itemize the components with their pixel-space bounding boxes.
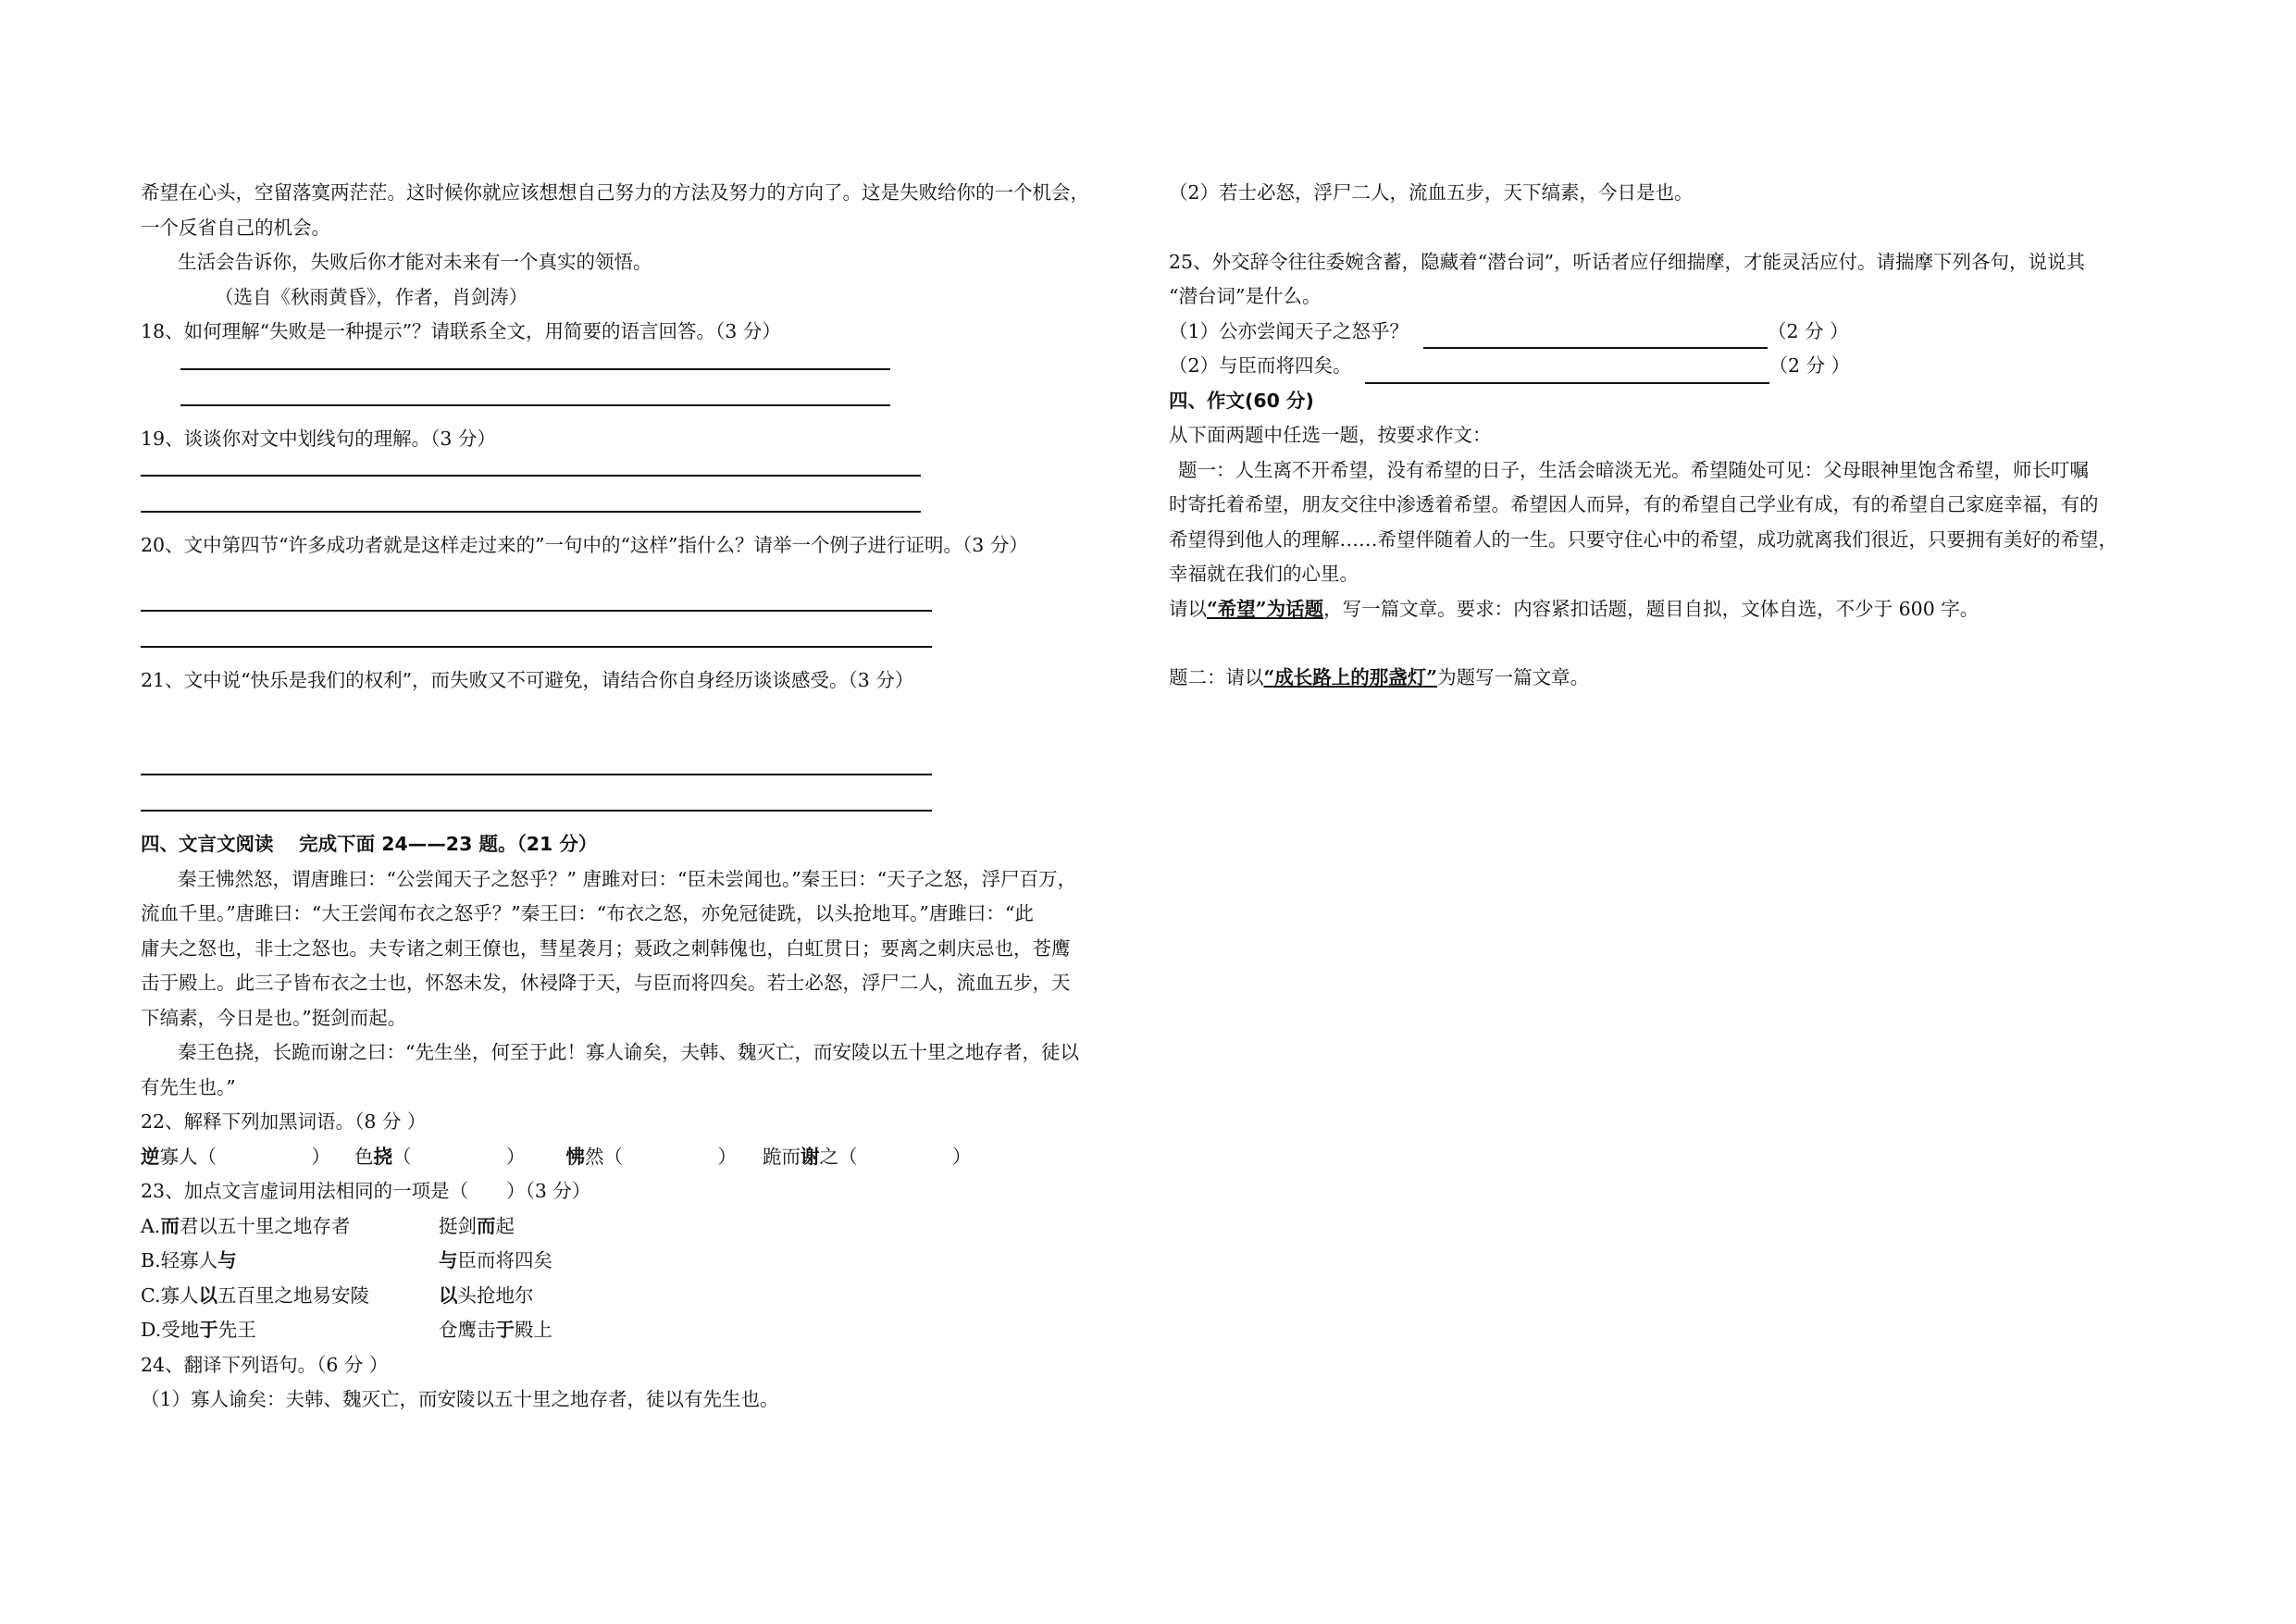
option-d[interactable]: D.受地于先王 仓鹰击于殿上	[141, 1319, 552, 1341]
left-column	[141, 176, 1136, 1418]
question-25-line: “潜台词”是什么。	[1169, 285, 1322, 307]
question-20: 20、文中第四节“许多成功者就是这样走过来的”一句中的“这样”指什么？请举一个例子进行证明。（3 分）	[141, 534, 1028, 556]
question-24: 24、翻译下列语句。（6 分 ）	[141, 1353, 389, 1376]
blank-item[interactable]: （ ）	[392, 1145, 526, 1168]
answer-line[interactable]	[180, 350, 890, 370]
answer-line[interactable]	[1423, 327, 1768, 349]
section-heading: 四、文言文阅读 完成下面 24——23 题。（21 分）	[141, 833, 598, 855]
bold-word: 怫	[565, 1145, 585, 1168]
blank-item[interactable]: 寡人（ ）	[159, 1145, 330, 1168]
question-25-1: （1）公亦尝闻天子之怒乎？ （2 分 ）	[1169, 315, 2168, 350]
topic-1-requirement: 请以“希望”为话题，写一篇文章。要求：内容紧扣话题，题目自拟，文体自选，不少于 600 字。	[1169, 597, 1980, 620]
answer-line[interactable]	[141, 492, 921, 513]
topic-1-line: 幸福就在我们的心里。	[1169, 563, 1359, 585]
question-25-2: （2）与臣而将四矣。 （2 分 ）	[1169, 349, 2168, 384]
topic-1-line: 希望得到他人的理解……希望伴随着人的一生。只要守住心中的希望，成功就离我们很近，只要拥有美好的希望，	[1169, 527, 2117, 551]
question-18: 18、如何理解“失败是一种提示”？请联系全文，用简要的语言回答。（3 分）	[141, 320, 781, 342]
right-column	[1169, 176, 2168, 696]
answer-line[interactable]	[141, 591, 932, 612]
answer-line[interactable]	[180, 386, 890, 406]
topic-1-line: 题一：人生离不开希望，没有希望的日子，生活会暗淡无光。希望随处可见：父母眼神里饱含希望，师长叮嘱	[1178, 458, 2089, 481]
classical-text-line: 击于殿上。此三子皆布衣之士也，怀怒未发，休祲降于天，与臣而将四矣。若士必怒，浮尸二人，流血五步，天	[141, 972, 1071, 994]
answer-line[interactable]	[141, 456, 921, 477]
classical-text-line: 流血千里。”唐雎曰：“大王尝闻布衣之怒乎？”秦王曰：“布衣之怒，亦免冠徒跣，以头抢地耳。”唐雎曰：“此	[141, 902, 1034, 924]
passage-line: 生活会告诉你，失败后你才能对未来有一个真实的领悟。	[178, 251, 652, 273]
classical-text-line: 有先生也。”	[141, 1075, 236, 1098]
bold-word: 挠	[373, 1145, 392, 1168]
passage-line: 希望在心头，空留落寞两茫茫。这时候你就应该想想自己努力的方法及努力的方向了。这是失败给你的一个机会，	[141, 181, 1089, 204]
question-24-2: （2）若士必怒，浮尸二人，流血五步，天下缟素，今日是也。	[1169, 181, 1694, 204]
essay-intro: 从下面两题中任选一题，按要求作文：	[1169, 424, 1492, 446]
question-25-line: 25、外交辞令往往委婉含蓄，隐藏着“潜台词”，听话者应仔细揣摩，才能灵活应付。请揣摩下列各句，说说其	[1169, 250, 2086, 273]
bold-word: 逆	[141, 1145, 160, 1168]
passage-line: 一个反省自己的机会。	[141, 216, 330, 239]
blank-item-prefix: 色	[354, 1145, 374, 1168]
option-a[interactable]: A.而君以五十里之地存者 挺剑而起	[141, 1214, 515, 1237]
topic-2: 题二：请以“成长路上的那盏灯”为题写一篇文章。	[1169, 666, 1590, 688]
answer-line[interactable]	[141, 791, 932, 812]
answer-line[interactable]	[1365, 362, 1769, 384]
option-c[interactable]: C.寡人以五百里之地易安陵 以头抢地尔	[141, 1283, 534, 1307]
passage-source: （选自《秋雨黄昏》，作者，肖剑涛）	[215, 285, 528, 308]
classical-text-line: 下缟素，今日是也。”挺剑而起。	[141, 1006, 407, 1029]
question-21: 21、文中说“快乐是我们的权利”，而失败又不可避免，请结合你自身经历谈谈感受。（3 分）	[141, 668, 914, 691]
answer-line[interactable]	[141, 627, 932, 648]
question-22: 22、解释下列加黑词语。（8 分 ）	[141, 1110, 427, 1133]
question-19: 19、谈谈你对文中划线句的理解。（3 分）	[141, 427, 496, 450]
answer-line[interactable]	[141, 755, 932, 775]
classical-text-line: 秦王色挠，长跪而谢之曰：“先生坐，何至于此！寡人谕矣，夫韩、魏灭亡，而安陵以五十里之地存者，徒以	[178, 1041, 1079, 1063]
topic-1-line: 时寄托着希望，朋友交往中渗透着希望。希望因人而异，有的希望自己学业有成，有的希望自己家庭幸福，有的	[1169, 493, 2099, 515]
blank-item-prefix: 跪而	[763, 1145, 800, 1168]
classical-text-line: 秦王怫然怒，谓唐雎曰：“公尝闻天子之怒乎？” 唐雎对曰：“臣未尝闻也。”秦王曰：“天子之怒，浮尸百万，	[178, 867, 1077, 890]
essay-heading: 四、作文(60 分)	[1169, 389, 1314, 412]
question-24-1: （1）寡人谕矣：夫韩、魏灭亡，而安陵以五十里之地存者，徒以有先生也。	[141, 1388, 779, 1410]
question-23: 23、加点文言虚词用法相同的一项是（ ）（3 分）	[141, 1180, 591, 1202]
option-b[interactable]: B.轻寡人与 与臣而将四矣	[141, 1249, 552, 1271]
classical-text-line: 庸夫之怒也，非士之怒也。夫专诸之刺王僚也，彗星袭月；聂政之刺韩傀也，白虹贯日；要离之刺庆忌也，苍鹰	[141, 936, 1071, 960]
blank-item[interactable]: 然（ ）	[585, 1145, 737, 1168]
question-22-items	[141, 1140, 1136, 1175]
blank-item[interactable]: 之（ ）	[819, 1145, 972, 1168]
bold-word: 谢	[800, 1145, 820, 1168]
